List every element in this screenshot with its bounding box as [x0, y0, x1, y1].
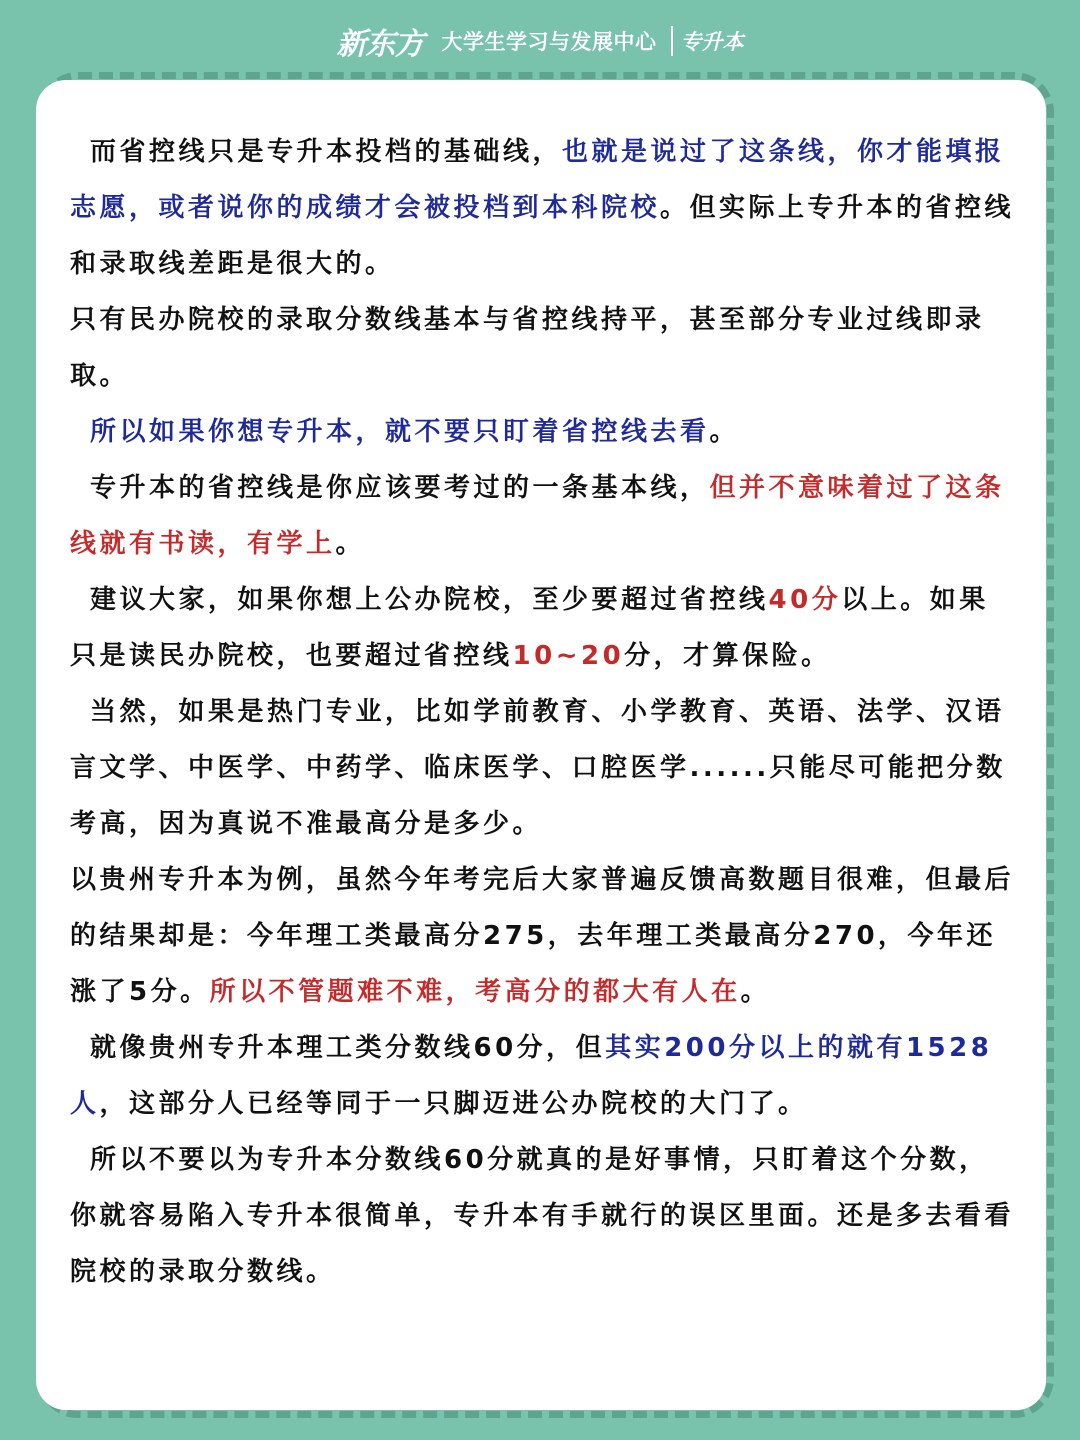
paragraph-9 [70, 1132, 1015, 1300]
paragraph-4 [70, 460, 1015, 572]
highlight-red: 但并不意味着过了这条线就有书读，有学上 [70, 473, 1005, 559]
highlight-red: 10~20 [512, 641, 625, 671]
text: 所以不要以为专升本分数线60分就真的是好事情，只盯着这个分数，你就容易陷入专升本很简单，专升本有手就行的误区里面。还是多去看看院校的录取分数线。 [70, 1145, 1015, 1287]
text: 分，才算保险。 [624, 641, 831, 671]
paragraph-5 [70, 572, 1015, 684]
text: 。 [740, 977, 771, 1007]
brand-logo: 新东方 [336, 27, 424, 62]
brand-tag: 专升本 [680, 30, 744, 54]
highlight-red: 所以不管题难不难，考高分的都大有人在 [209, 977, 741, 1007]
highlight-blue: 也就是说过了这条线，你才能填报志愿，或者说你的成绩才会被投档到本科院校 [70, 137, 1005, 223]
text: 以上。如果只是读民办院校，也要超过省控线 [70, 585, 989, 671]
paragraph-3 [70, 404, 1015, 460]
text: 只有民办院校的录取分数线基本与省控线持平，甚至部分专业过线即录取。 [70, 305, 985, 391]
highlight-red: 40分 [768, 585, 842, 615]
paragraph-7 [70, 852, 1015, 1020]
highlight-blue: 其实200分以上的就有1528人 [70, 1033, 993, 1119]
text: 。 [709, 417, 740, 447]
text: ，这部分人已经等同于一只脚迈进公办院校的大门了。 [99, 1089, 808, 1119]
text: 。 [335, 529, 366, 559]
highlight-blue: 所以如果你想专升本，就不要只盯着省控线去看 [90, 417, 710, 447]
paragraph-1 [70, 124, 1015, 292]
text: 专升本的省控线是你应该要考过的一条基本线， [90, 473, 710, 503]
paragraph-6 [70, 684, 1015, 852]
text: 而省控线只是专升本投档的基础线， [90, 137, 563, 167]
paragraph-8 [70, 1020, 1015, 1132]
brand-header [0, 0, 1080, 82]
article-body [70, 124, 1015, 1300]
text: 以贵州专升本为例，虽然今年考完后大家普遍反馈高数题目很难，但最后的结果却是：今年理工类最高分275，去年理工类最高分270，今年还涨了5分。 [70, 865, 1015, 1007]
brand-divider [671, 26, 673, 56]
text: 。但实际上专升本的省控线和录取线差距是很大的。 [70, 193, 1015, 279]
text: 就像贵州专升本理工类分数线60分，但 [90, 1033, 606, 1063]
text: 建议大家，如果你想上公办院校，至少要超过省控线 [90, 585, 769, 615]
brand-org-name: 大学生学习与发展中心 [441, 30, 657, 54]
paragraph-2 [70, 292, 1015, 404]
text: 当然，如果是热门专业，比如学前教育、小学教育、英语、法学、汉语言文学、中医学、中药学、临床医学、口腔医学......只能尽可能把分数考高，因为真说不准最高分是多少。 [70, 697, 1006, 839]
